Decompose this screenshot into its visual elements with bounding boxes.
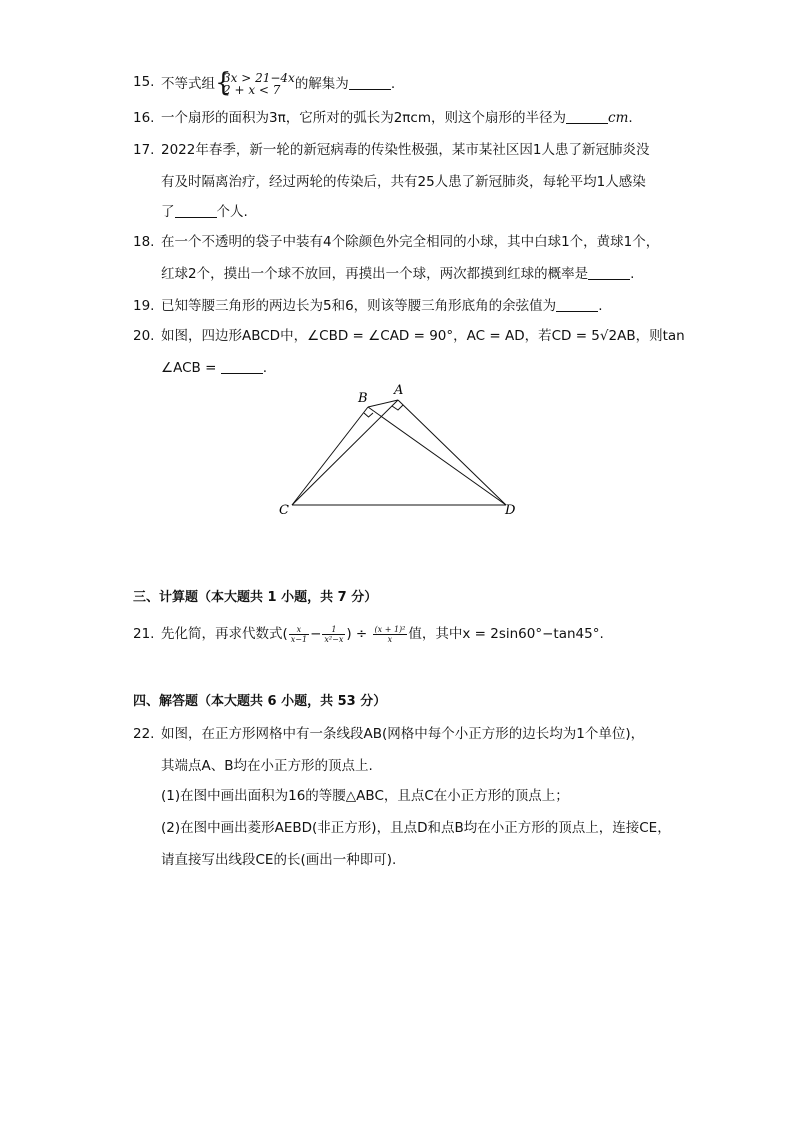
answer-blank bbox=[175, 203, 217, 218]
segment-ca bbox=[292, 400, 398, 505]
question-text-line1: 在一个不透明的袋子中装有4个除颜色外完全相同的小球，其中白球1个，黄球1个， bbox=[161, 234, 660, 250]
inequality-1: 3x > 21−4x bbox=[223, 71, 295, 85]
question-text-line1: 如图，四边形ABCD中，∠CBD = ∠CAD = 90°，AC = AD，若CD = 5√2AB，则tan bbox=[161, 328, 685, 344]
question-number: 20. bbox=[133, 328, 155, 344]
answer-blank bbox=[349, 75, 391, 90]
sub-question-2: (2)在图中画出菱形AEBD(非正方形)，且点D和点B均在小正方形的顶点上，连接CE， bbox=[161, 820, 671, 836]
section-4-title: 四、解答题（本大题共 6 小题，共 53 分） bbox=[133, 694, 387, 709]
question-text-line2: 有及时隔离治疗，经过两轮的传染后，共有25人患了新冠肺炎，每轮平均1人感染 bbox=[161, 174, 646, 190]
quadrilateral-figure bbox=[270, 380, 530, 525]
question-number: 17. bbox=[133, 142, 155, 158]
answer-blank bbox=[556, 297, 598, 312]
answer-blank bbox=[566, 109, 608, 124]
segment-bd bbox=[368, 407, 506, 505]
segment-ba bbox=[368, 400, 398, 407]
label-c: C bbox=[279, 503, 289, 518]
question-text-line2: 其端点A、B均在小正方形的顶点上. bbox=[161, 758, 373, 774]
question-text: 不等式组 bbox=[161, 76, 215, 92]
question-number: 22. bbox=[133, 726, 155, 742]
question-text: 已知等腰三角形的两边长为5和6，则该等腰三角形底角的余弦值为 bbox=[161, 298, 557, 314]
right-angle-mark-a bbox=[392, 405, 403, 410]
question-text-line2: 红球2个，摸出一个球不放回，再摸出一个球，两次都摸到红球的概率是 bbox=[161, 266, 589, 282]
segment-ad bbox=[398, 400, 506, 505]
question-text-line1: 如图，在正方形网格中有一条线段AB(网格中每个小正方形的边长均为1个单位)， bbox=[161, 726, 645, 742]
answer-blank bbox=[221, 359, 263, 374]
fraction-2: $\frac{1}{\text{x²−x}}$ bbox=[324, 624, 344, 644]
question-text-line2: ∠ACB = bbox=[161, 360, 217, 376]
section-3-title: 三、计算题（本大题共 1 小题，共 7 分） bbox=[133, 590, 378, 605]
segment-cb bbox=[292, 407, 368, 505]
inequality-2: 2 + x < 7 bbox=[223, 83, 281, 97]
sub-question-1: (1)在图中画出面积为16的等腰△ABC，且点C在小正方形的顶点上； bbox=[161, 788, 569, 804]
right-angle-mark-b bbox=[364, 413, 373, 417]
question-number: 16. bbox=[133, 110, 155, 126]
question-text-line1: 2022年春季，新一轮的新冠病毒的传染性极强，某市某社区因1人患了新冠肺炎没 bbox=[161, 142, 650, 158]
question-text-suffix: 的解集为 bbox=[294, 76, 349, 92]
question-number: 15. bbox=[133, 74, 155, 90]
label-b: B bbox=[358, 391, 368, 406]
inequality-system bbox=[215, 68, 295, 98]
fraction-1: $\frac{x}{x-1}$ bbox=[290, 624, 308, 644]
question-number: 18. bbox=[133, 234, 155, 250]
sub-question-2-cont: 请直接写出线段CE的长(画出一种即可). bbox=[161, 852, 397, 868]
question-number: 19. bbox=[133, 298, 155, 314]
question-number: 21. bbox=[133, 626, 155, 642]
brace-symbol: { bbox=[215, 68, 232, 98]
label-d: D bbox=[505, 503, 516, 518]
label-a: A bbox=[394, 383, 404, 398]
fraction-3: $\frac{\text{(x + 1)²}}{x}$ bbox=[374, 624, 406, 644]
answer-blank bbox=[588, 265, 630, 280]
unit: cm bbox=[608, 110, 629, 126]
question-text: 一个扇形的面积为3π，它所对的弧长为2πcm，则这个扇形的半径为 bbox=[161, 110, 567, 126]
